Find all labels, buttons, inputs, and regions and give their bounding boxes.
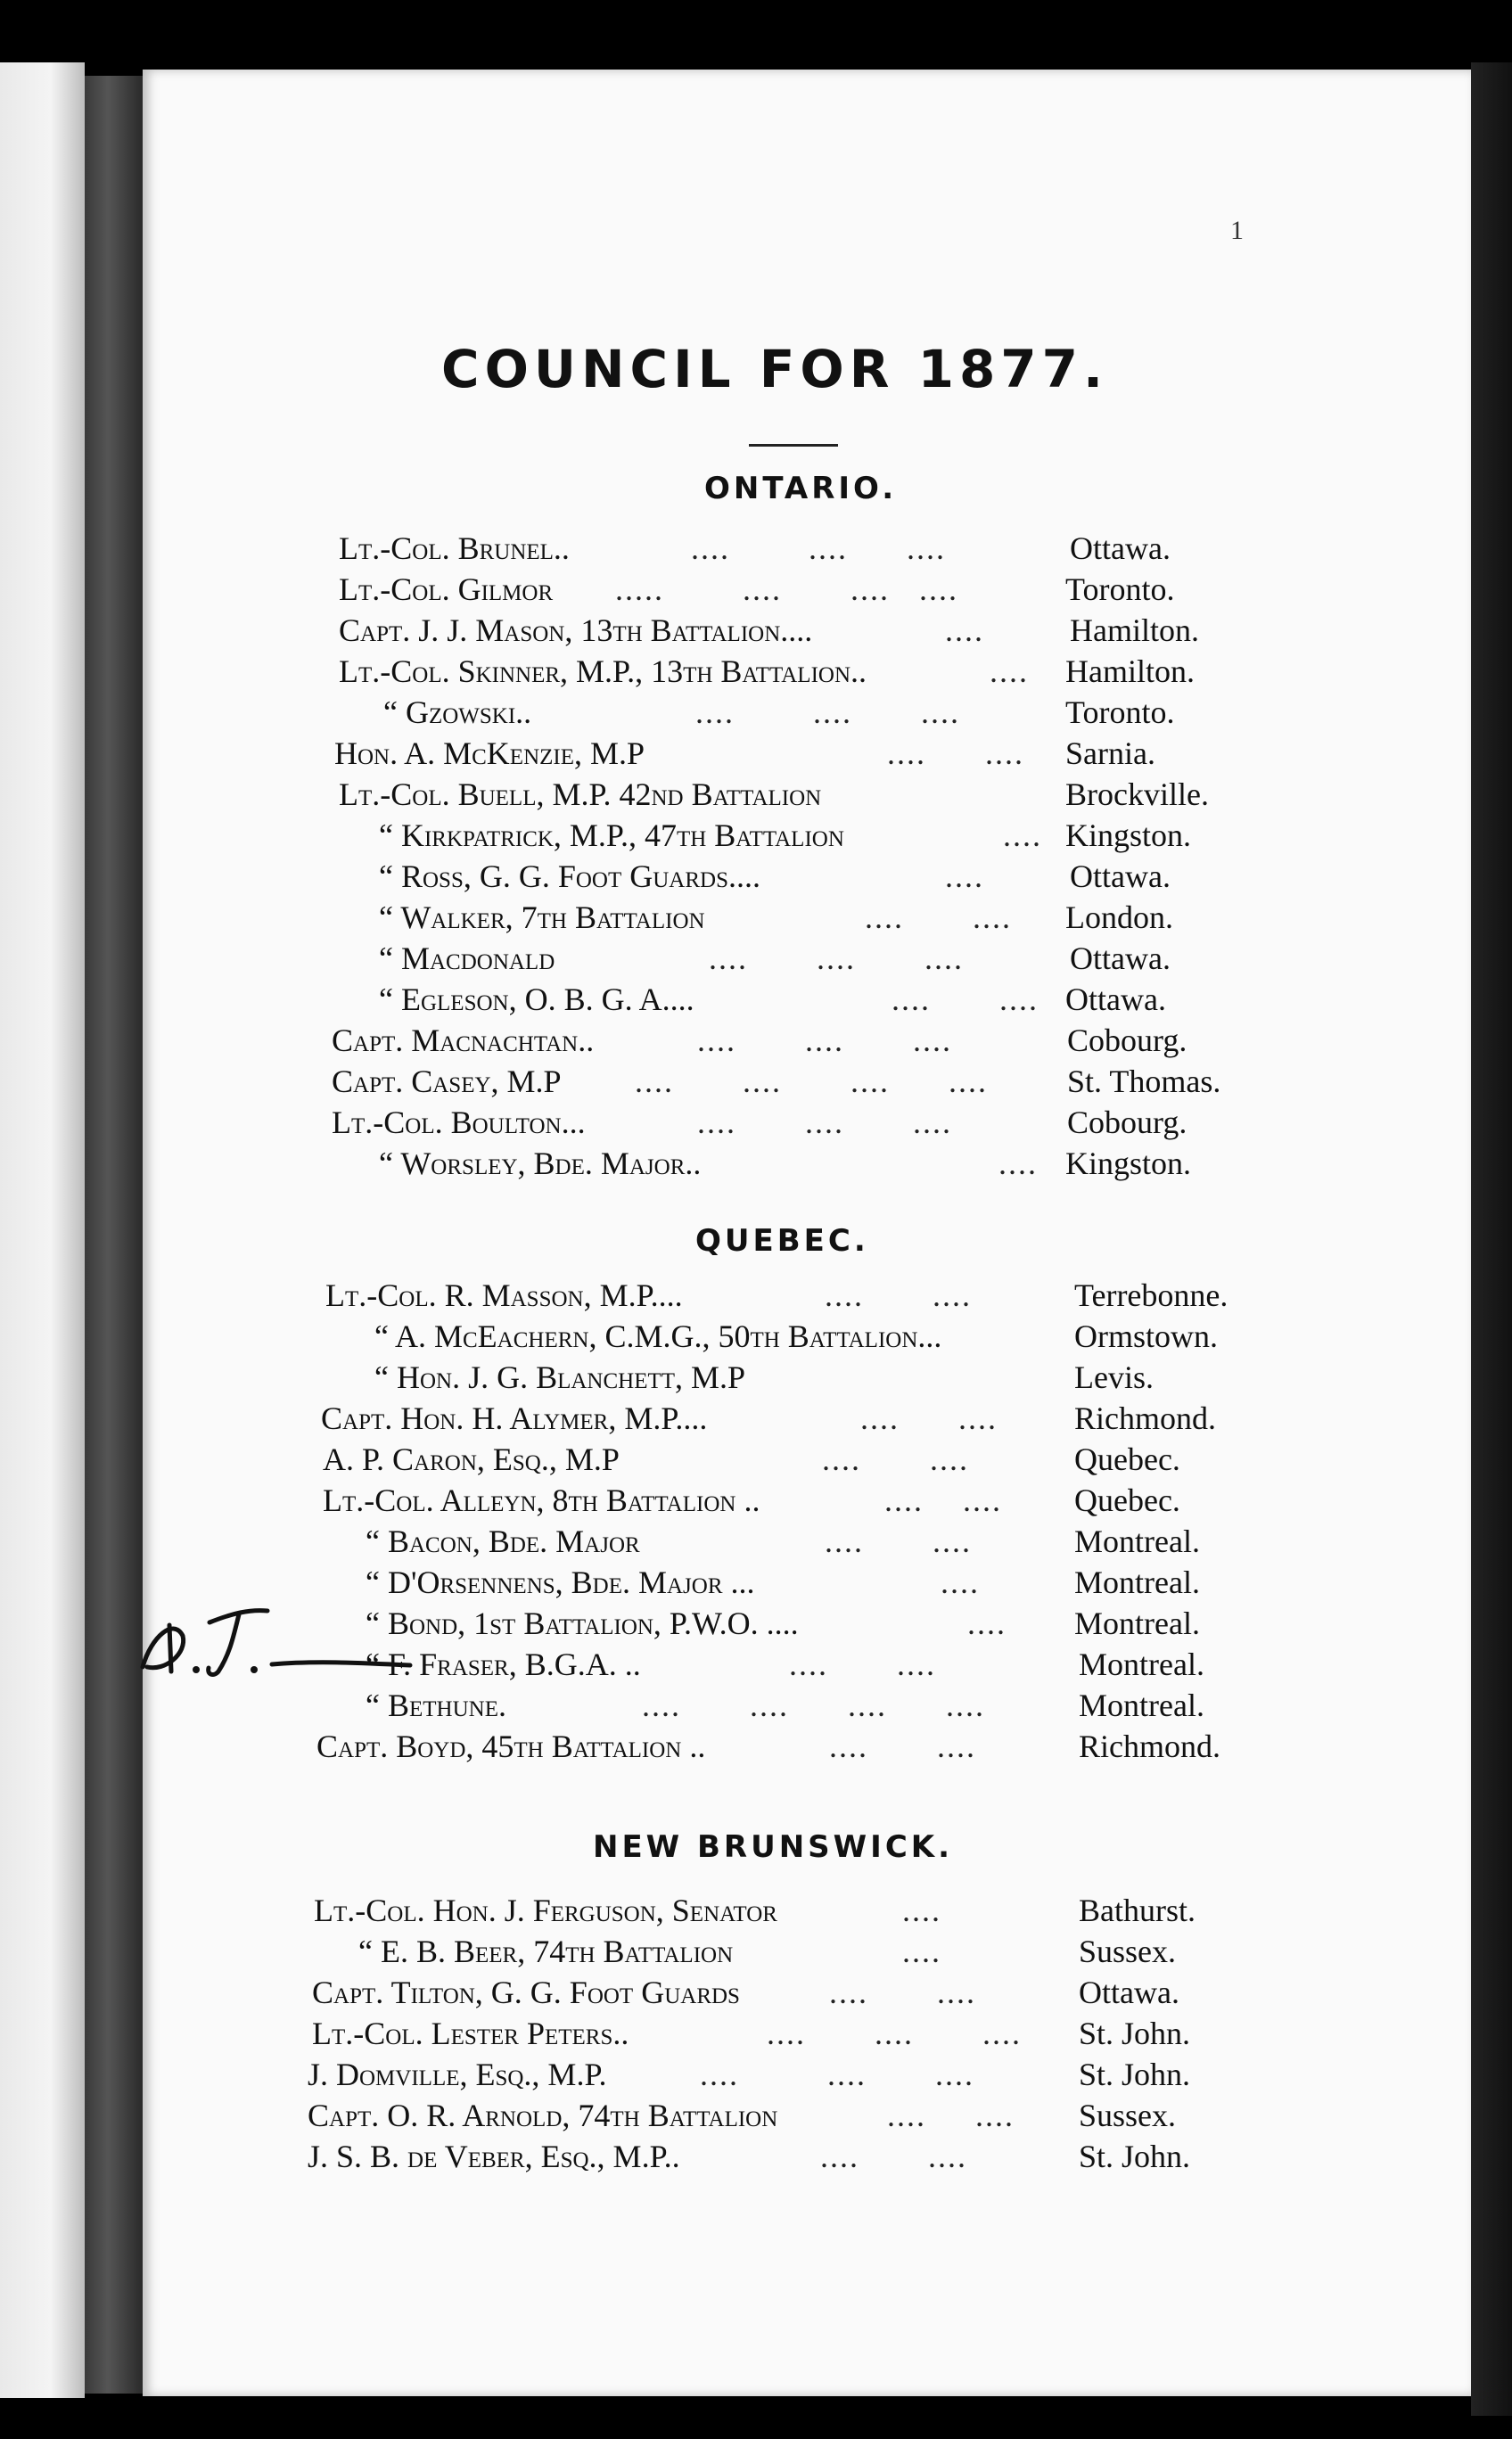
member-name: “ Bethune. bbox=[366, 1688, 506, 1723]
member-place: Montreal. bbox=[1074, 1523, 1200, 1559]
member-name: A. P. Caron, Esq., M.P bbox=[323, 1441, 620, 1477]
member-name: Lt.-Col. Skinner, M.P., 13th Battalion.. bbox=[339, 653, 867, 689]
leader-dots: .... .... bbox=[825, 1277, 972, 1313]
leader-dots: .... bbox=[990, 653, 1029, 689]
member-name: Lt.-Col. Gilmor bbox=[339, 571, 554, 607]
leader-dots: .... .... bbox=[887, 735, 1024, 771]
member-name: J. S. B. de Veber, Esq., M.P.. bbox=[308, 2139, 680, 2174]
leader-dots: .... bbox=[945, 858, 984, 894]
facing-page-edge bbox=[0, 62, 85, 2398]
leader-dots: .... .... bbox=[829, 1729, 976, 1764]
member-place: Quebec. bbox=[1074, 1441, 1180, 1477]
member-place: Ottawa. bbox=[1070, 530, 1171, 566]
member-name: Lt.-Col. Hon. J. Ferguson, Senator bbox=[314, 1893, 777, 1928]
leader-dots: .... .... bbox=[789, 1647, 936, 1682]
member-place: Sussex. bbox=[1079, 2098, 1177, 2133]
member-place: Ottawa. bbox=[1070, 940, 1171, 976]
member-place: Bathurst. bbox=[1079, 1893, 1196, 1928]
member-name: “ Bacon, Bde. Major bbox=[366, 1523, 640, 1559]
title-rule bbox=[749, 444, 838, 447]
leader-dots: .... .... .... bbox=[697, 1105, 952, 1140]
section-heading-quebec: QUEBEC. bbox=[695, 1223, 869, 1259]
leader-dots: .... .... .... bbox=[700, 2057, 974, 2092]
member-place: Ormstown. bbox=[1074, 1318, 1218, 1354]
leader-dots: ..... .... .... .... bbox=[615, 571, 958, 607]
leader-dots: .... bbox=[945, 612, 984, 648]
leader-dots: .... bbox=[902, 1934, 941, 1969]
member-place: Ottawa. bbox=[1065, 981, 1166, 1017]
member-place: Kingston. bbox=[1065, 1146, 1192, 1181]
member-name: “ Kirkpatrick, M.P., 47th Battalion bbox=[379, 817, 844, 853]
member-name: Capt. Tilton, G. G. Foot Guards bbox=[312, 1975, 740, 2010]
book-spine bbox=[85, 76, 143, 2394]
leader-dots: .... .... .... bbox=[691, 530, 946, 566]
member-place: Brockville. bbox=[1065, 776, 1209, 812]
page-folio: 1 bbox=[1230, 216, 1244, 245]
member-name: “ E. B. Beer, 74th Battalion bbox=[358, 1934, 734, 1969]
member-name: Lt.-Col. Buell, M.P. 42nd Battalion bbox=[339, 776, 822, 812]
member-place: Montreal. bbox=[1079, 1647, 1204, 1682]
leader-dots: .... .... bbox=[829, 1975, 976, 2010]
member-place: Ottawa. bbox=[1070, 858, 1171, 894]
leader-dots: .... .... .... bbox=[697, 1022, 952, 1058]
member-name: “ D'Orsennens, Bde. Major ... bbox=[366, 1564, 755, 1600]
leader-dots: .... .... bbox=[884, 1482, 1002, 1518]
member-place: Richmond. bbox=[1074, 1400, 1216, 1436]
leader-dots: .... .... .... .... bbox=[642, 1688, 985, 1723]
member-name: Lt.-Col. Boulton... bbox=[332, 1105, 586, 1140]
member-place: Hamilton. bbox=[1070, 612, 1199, 648]
member-place: Quebec. bbox=[1074, 1482, 1180, 1518]
member-place: Ottawa. bbox=[1079, 1975, 1179, 2010]
leader-dots: .... .... bbox=[822, 1441, 969, 1477]
member-place: Richmond. bbox=[1079, 1729, 1220, 1764]
leader-dots: .... bbox=[941, 1564, 980, 1600]
member-name: “ Macdonald bbox=[379, 940, 555, 976]
member-place: Sussex. bbox=[1079, 1934, 1177, 1969]
page-title: COUNCIL FOR 1877. bbox=[441, 339, 1109, 399]
member-place: St. John. bbox=[1079, 2016, 1191, 2051]
member-place: Cobourg. bbox=[1067, 1022, 1187, 1058]
leader-dots: .... .... bbox=[887, 2098, 1015, 2133]
member-name: Lt.-Col. Alleyn, 8th Battalion .. bbox=[323, 1482, 760, 1518]
member-name: Capt. J. J. Mason, 13th Battalion.... bbox=[339, 612, 813, 648]
member-name: Lt.-Col. R. Masson, M.P.... bbox=[325, 1277, 683, 1313]
section-heading-new-brunswick: NEW BRUNSWICK. bbox=[593, 1829, 954, 1865]
member-place: Sarnia. bbox=[1065, 735, 1155, 771]
member-place: St. John. bbox=[1079, 2139, 1191, 2174]
leader-dots: .... .... bbox=[865, 899, 1012, 935]
leader-dots: .... bbox=[1003, 817, 1042, 853]
member-name: “ A. McEachern, C.M.G., 50th Battalion... bbox=[374, 1318, 942, 1354]
leader-dots: .... .... .... bbox=[767, 2016, 1022, 2051]
leader-dots: .... .... .... .... bbox=[635, 1063, 988, 1099]
leader-dots: .... .... bbox=[892, 981, 1039, 1017]
member-name: Capt. Hon. H. Alymer, M.P.... bbox=[321, 1400, 708, 1436]
member-name: “ Gzowski.. bbox=[383, 694, 532, 730]
member-place: Montreal. bbox=[1074, 1564, 1200, 1600]
member-name: “ Worsley, Bde. Major.. bbox=[379, 1146, 702, 1181]
member-name: Hon. A. McKenzie, M.P bbox=[334, 735, 645, 771]
handwritten-annotation bbox=[134, 1582, 419, 1689]
page-edge-shadow bbox=[1471, 62, 1512, 2416]
section-heading-ontario: ONTARIO. bbox=[704, 471, 898, 506]
member-name: Capt. Boyd, 45th Battalion .. bbox=[316, 1729, 706, 1764]
leader-dots: .... .... bbox=[825, 1523, 972, 1559]
leader-dots: .... .... .... bbox=[709, 940, 964, 976]
member-name: “ F. Fraser, B.G.A. .. bbox=[366, 1647, 641, 1682]
member-name: Lt.-Col. Lester Peters.. bbox=[312, 2016, 629, 2051]
member-place: St. Thomas. bbox=[1067, 1063, 1221, 1099]
member-name: “ Bond, 1st Battalion, P.W.O. .... bbox=[366, 1605, 799, 1641]
leader-dots: .... .... .... bbox=[695, 694, 960, 730]
member-name: Capt. Macnachtan.. bbox=[332, 1022, 595, 1058]
member-name: Capt. Casey, M.P bbox=[332, 1063, 562, 1099]
member-name: “ Walker, 7th Battalion bbox=[379, 899, 705, 935]
member-place: Levis. bbox=[1074, 1359, 1154, 1395]
leader-dots: .... bbox=[998, 1146, 1038, 1181]
member-place: Montreal. bbox=[1079, 1688, 1204, 1723]
member-name: Capt. O. R. Arnold, 74th Battalion bbox=[308, 2098, 778, 2133]
member-place: London. bbox=[1065, 899, 1173, 935]
leader-dots: .... .... bbox=[820, 2139, 967, 2174]
member-name: “ Hon. J. G. Blanchett, M.P bbox=[374, 1359, 746, 1395]
member-name: “ Egleson, O. B. G. A.... bbox=[379, 981, 694, 1017]
member-place: Toronto. bbox=[1065, 694, 1175, 730]
member-place: Montreal. bbox=[1074, 1605, 1200, 1641]
leader-dots: .... bbox=[902, 1893, 941, 1928]
member-name: J. Domville, Esq., M.P. bbox=[308, 2057, 607, 2092]
member-place: Toronto. bbox=[1065, 571, 1175, 607]
member-name: “ Ross, G. G. Foot Guards.... bbox=[379, 858, 760, 894]
member-place: Terrebonne. bbox=[1074, 1277, 1228, 1313]
member-name: Lt.-Col. Brunel.. bbox=[339, 530, 570, 566]
member-place: Kingston. bbox=[1065, 817, 1192, 853]
leader-dots: .... .... bbox=[860, 1400, 998, 1436]
leader-dots: .... bbox=[967, 1605, 1007, 1641]
member-place: St. John. bbox=[1079, 2057, 1191, 2092]
member-place: Hamilton. bbox=[1065, 653, 1195, 689]
member-place: Cobourg. bbox=[1067, 1105, 1187, 1140]
